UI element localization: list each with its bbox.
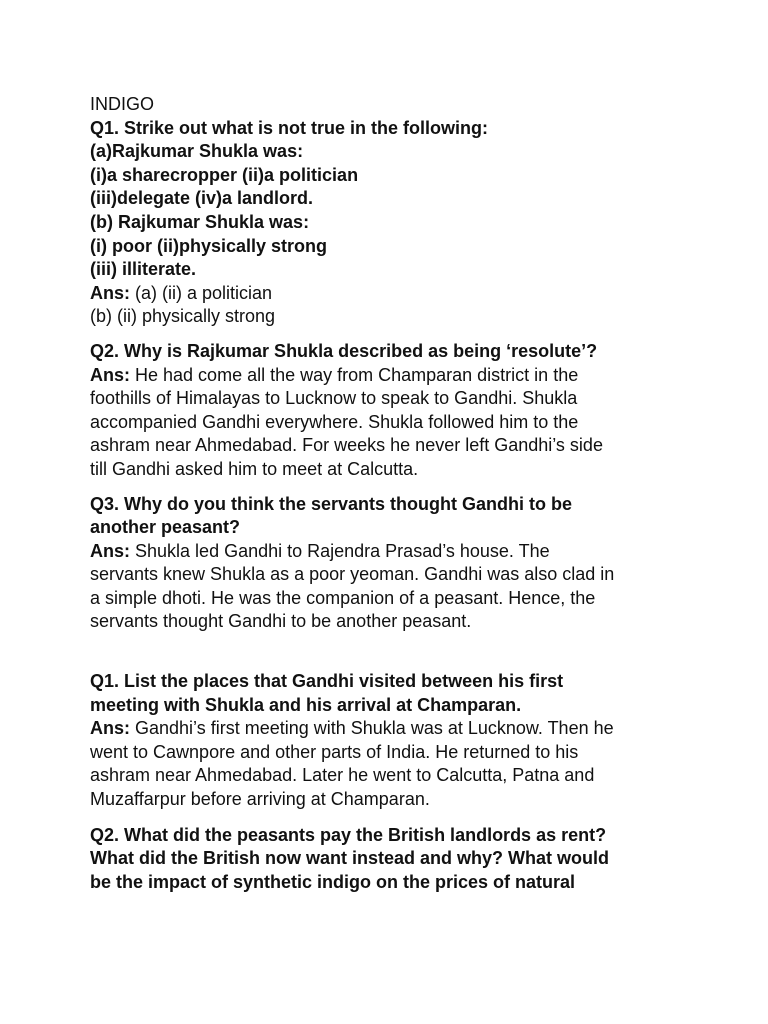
question-line: What did the British now want instead and why? What would [90, 848, 609, 869]
answer-line: Muzaffarpur before arriving at Champaran. [90, 789, 430, 810]
document-title: INDIGO [90, 94, 155, 114]
question-line: (iii)delegate (iv)a landlord. [90, 188, 314, 209]
answer-line: ashram near Ahmedabad. Later he went to Calcutta, Patna and [90, 765, 595, 786]
answer-label: Ans: [90, 364, 130, 385]
question-line: be the impact of synthetic indigo on the prices of natural [90, 871, 576, 892]
answer-label: Ans: [90, 718, 130, 739]
question-line: another peasant? [90, 517, 241, 538]
answer-line [90, 717, 730, 741]
question-line: (a)Rajkumar Shukla was: [90, 141, 304, 162]
answer-text: Gandhi’s first meeting with Shukla was at Lucknow. Then he [135, 718, 614, 739]
answer-line: servants thought Gandhi to be another peasant. [90, 611, 472, 632]
question-5-block [90, 824, 730, 895]
question-line: Q2. What did the peasants pay the British landlords as rent? [90, 824, 607, 845]
question-line: Q1. List the places that Gandhi visited between his first [90, 671, 564, 692]
answer-line: foothills of Himalayas to Lucknow to speak to Gandhi. Shukla [90, 388, 578, 409]
answer-text: (a) (ii) a politician [135, 282, 273, 303]
answer-text: He had come all the way from Champaran district in the [135, 364, 579, 385]
question-2-block [90, 340, 730, 482]
question-line: Q2. Why is Rajkumar Shukla described as being ‘resolute’? [90, 340, 598, 361]
answer-label: Ans: [90, 540, 130, 561]
question-line: Q3. Why do you think the servants thought Gandhi to be [90, 493, 573, 514]
answer-line [90, 540, 730, 564]
question-1-block [90, 117, 730, 329]
answer-line: (b) (ii) physically strong [90, 306, 276, 327]
answer-label: Ans: [90, 282, 130, 303]
question-line: meeting with Shukla and his arrival at Champaran. [90, 694, 522, 715]
answer-line: went to Cawnpore and other parts of India. He returned to his [90, 741, 579, 762]
question-line: (i)a sharecropper (ii)a politician [90, 164, 359, 185]
answer-line: till Gandhi asked him to meet at Calcutta. [90, 458, 419, 479]
question-line: Q1. Strike out what is not true in the following: [90, 117, 489, 138]
question-line: (b) Rajkumar Shukla was: [90, 211, 310, 232]
question-3-block [90, 493, 730, 635]
answer-line: accompanied Gandhi everywhere. Shukla followed him to the [90, 411, 579, 432]
question-line: (iii) illiterate. [90, 259, 197, 280]
document-body [90, 93, 730, 894]
question-line: (i) poor (ii)physically strong [90, 235, 328, 256]
answer-text: Shukla led Gandhi to Rajendra Prasad’s house. The [135, 540, 550, 561]
answer-line [90, 282, 730, 306]
answer-line [90, 364, 730, 388]
answer-line: ashram near Ahmedabad. For weeks he never left Gandhi’s side [90, 435, 603, 456]
question-4-block [90, 670, 730, 812]
answer-line: servants knew Shukla as a poor yeoman. Gandhi was also clad in [90, 564, 615, 585]
answer-line: a simple dhoti. He was the companion of a peasant. Hence, the [90, 587, 596, 608]
